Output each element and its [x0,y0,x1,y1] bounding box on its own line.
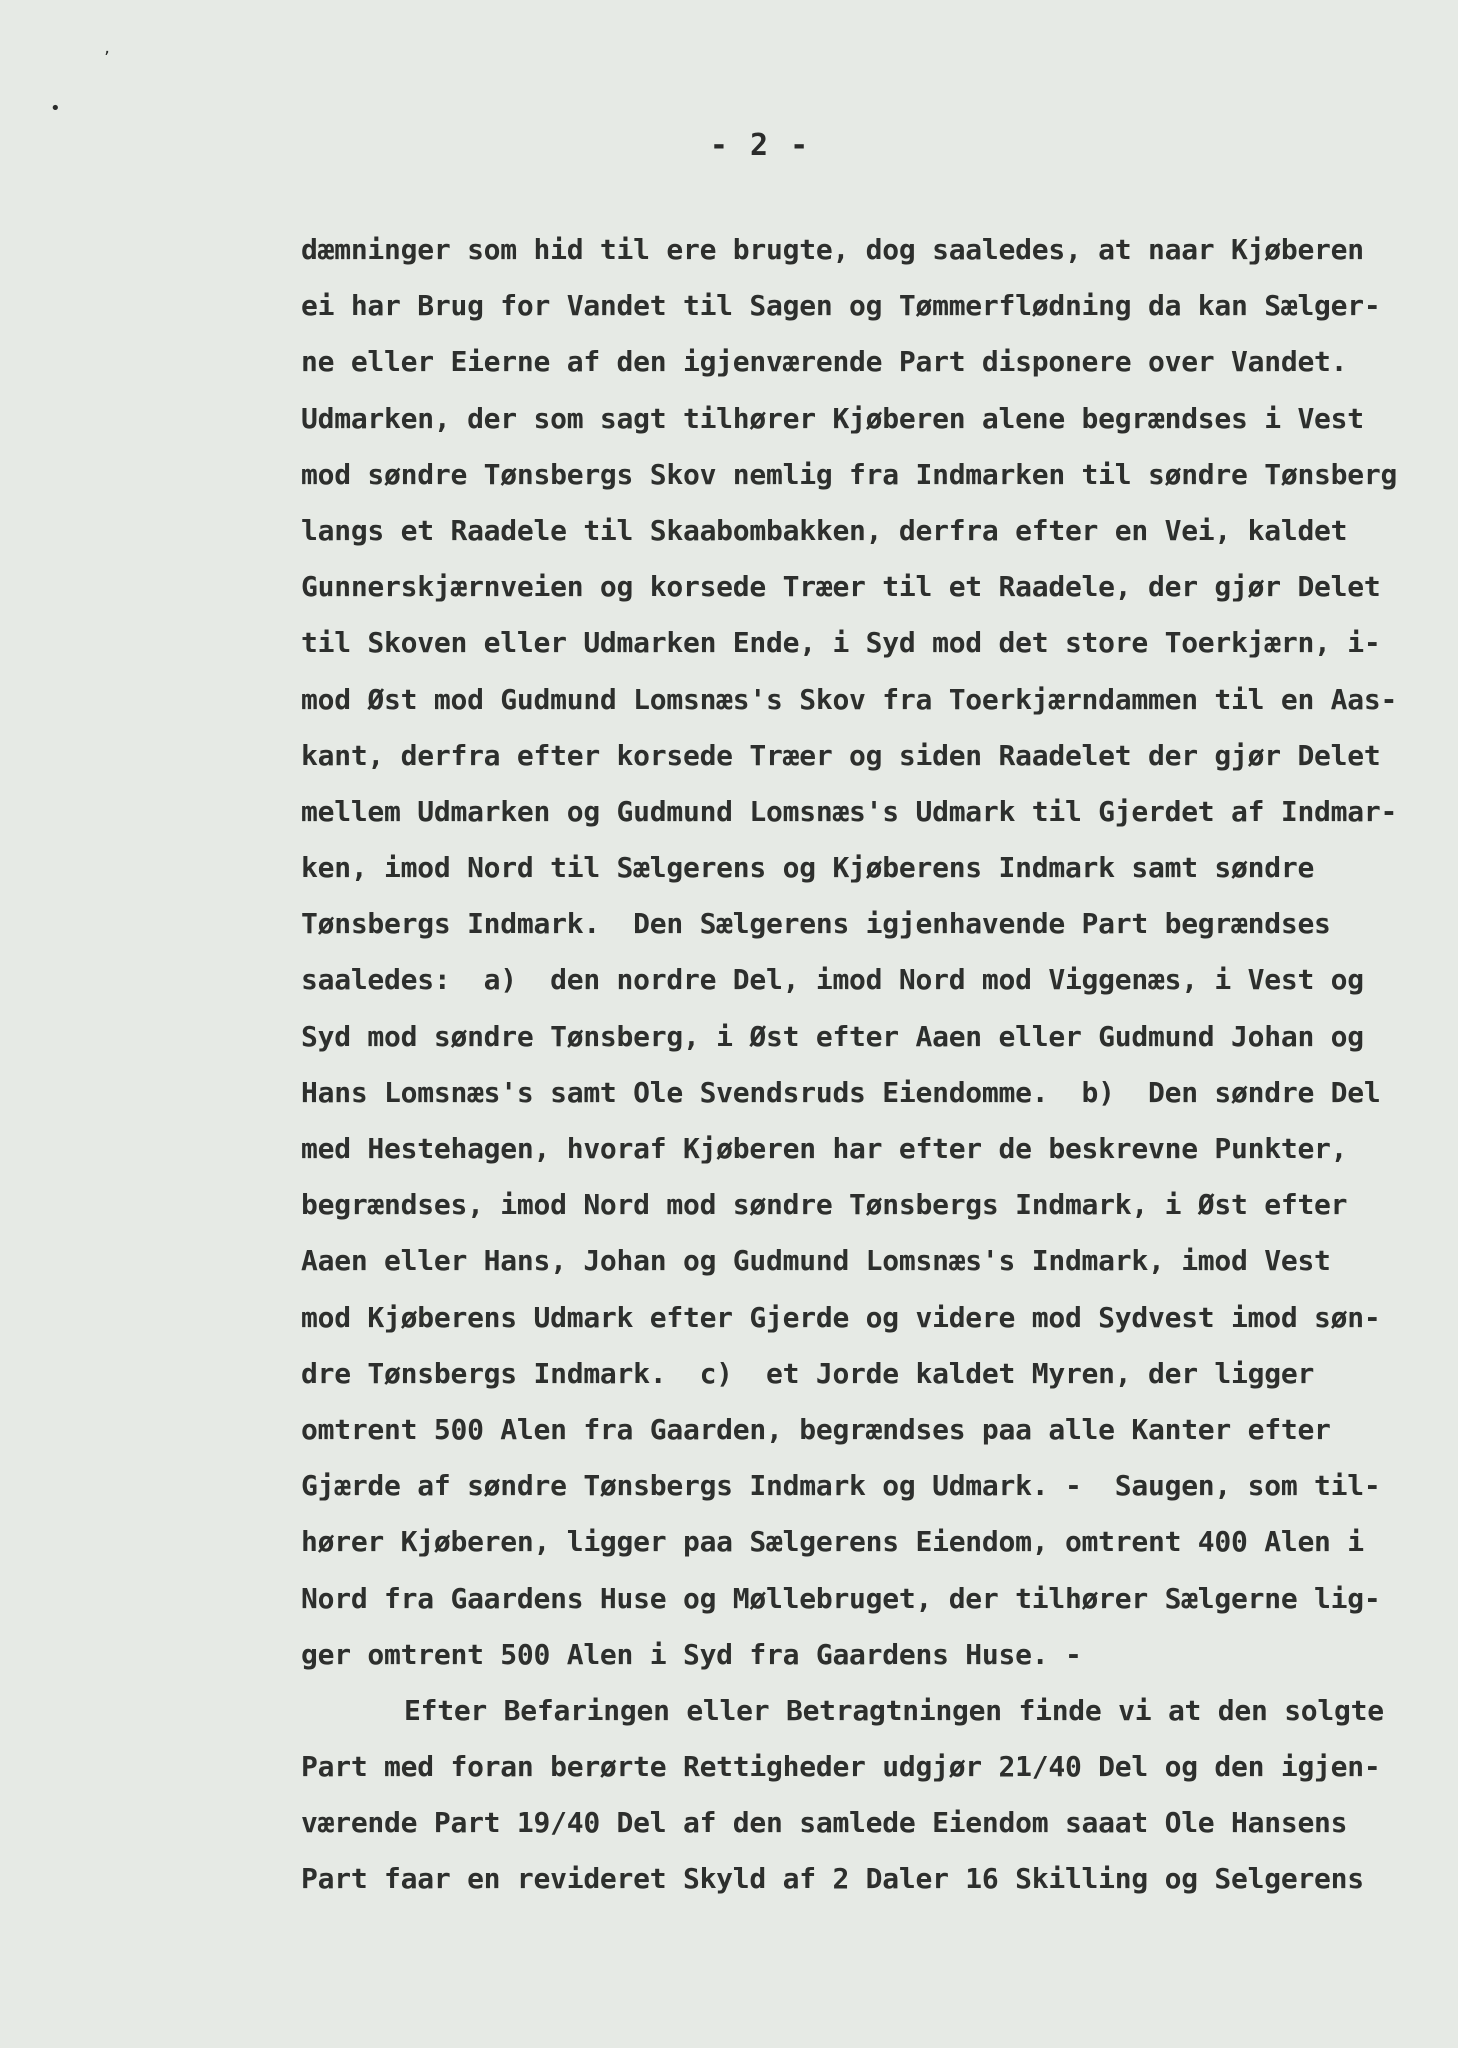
text-line: Udmarken, der som sagt tilhører Kjøberen alene begrændses i Vest [301,401,1364,435]
text-line: med Hestehagen, hvoraf Kjøberen har efter de beskrevne Punkter, [301,1132,1348,1165]
text-line: ei har Brug for Vandet til Sagen og Tømmerflødning da kan Sælger- [301,289,1381,323]
text-line: mod Øst mod Gudmund Lomsnæs's Skov fra Toerkjærndammen til en Aas- [301,682,1398,716]
text-line: værende Part 19/40 Del af den samlede Eiendom saaat Ole Hansens [301,1806,1348,1840]
text-line: Tønsbergs Indmark. Den Sælgerens igjenhavende Part begrændses [301,907,1331,941]
text-line: Syd mod søndre Tønsberg, i Øst efter Aaen eller Gudmund Johan og [301,1019,1364,1053]
text-line: Nord fra Gaardens Huse og Møllebruget, der tilhører Sælgerne lig- [301,1581,1381,1615]
text-line: mod Kjøberens Udmark efter Gjerde og videre mod Sydvest imod søn- [301,1300,1381,1334]
text-line: mellem Udmarken og Gudmund Lomsnæs's Udmark til Gjerdet af Indmar- [301,794,1398,828]
text-line: Part med foran berørte Rettigheder udgjør 21/40 Del og den igjen- [301,1750,1381,1784]
text-line: Part faar en revideret Skyld af 2 Daler 16 Skilling og Selgerens [301,1862,1364,1896]
text-line: saaledes: a) den nordre Del, imod Nord mod Viggenæs, i Vest og [301,963,1364,997]
text-line: ger omtrent 500 Alen i Syd fra Gaardens Huse. - [301,1637,1082,1671]
text-line: ken, imod Nord til Sælgerens og Kjøberens Indmark samt søndre [301,851,1315,885]
margin-mark-top: ʼ [104,48,110,69]
text-line: Aaen eller Hans, Johan og Gudmund Lomsnæs's Indmark, imod Vest [301,1244,1331,1278]
text-line: til Skoven eller Udmarken Ende, i Syd mod det store Toerkjærn, i- [301,626,1381,660]
text-line: Gjærde af søndre Tønsbergs Indmark og Udmark. - Saugen, som til- [301,1469,1381,1503]
page-number: - 2 - [709,128,811,163]
text-line: mod søndre Tønsbergs Skov nemlig fra Indmarken til søndre Tønsberg [301,457,1398,491]
text-line: Hans Lomsnæs's samt Ole Svendsruds Eiendomme. b) Den søndre Del [301,1075,1381,1109]
text-line: dre Tønsbergs Indmark. c) et Jorde kaldet Myren, der ligger [301,1356,1315,1390]
text-line: begrændses, imod Nord mod søndre Tønsbergs Indmark, i Øst efter [301,1188,1348,1222]
text-line: Gunnerskjærnveien og korsede Træer til et Raadele, der gjør Delet [301,570,1381,604]
text-line: kant, derfra efter korsede Træer og siden Raadelet der gjør Delet [301,738,1381,772]
text-line: omtrent 500 Alen fra Gaarden, begrændses paa alle Kanter efter [301,1412,1331,1446]
text-line: langs et Raadele til Skaabombakken, derfra efter en Vei, kaldet [301,513,1348,547]
text-line: ne eller Eierne af den igjenværende Part disponere over Vandet. [301,345,1348,379]
document-body [301,222,1431,1908]
text-line: dæmninger som hid til ere brugte, dog saaledes, at naar Kjøberen [301,233,1364,266]
text-line: Efter Befaringen eller Betragtningen finde vi at den solgte [404,1693,1384,1727]
margin-mark-dot: • [50,98,61,119]
text-line: hører Kjøberen, ligger paa Sælgerens Eiendom, omtrent 400 Alen i [301,1525,1364,1559]
